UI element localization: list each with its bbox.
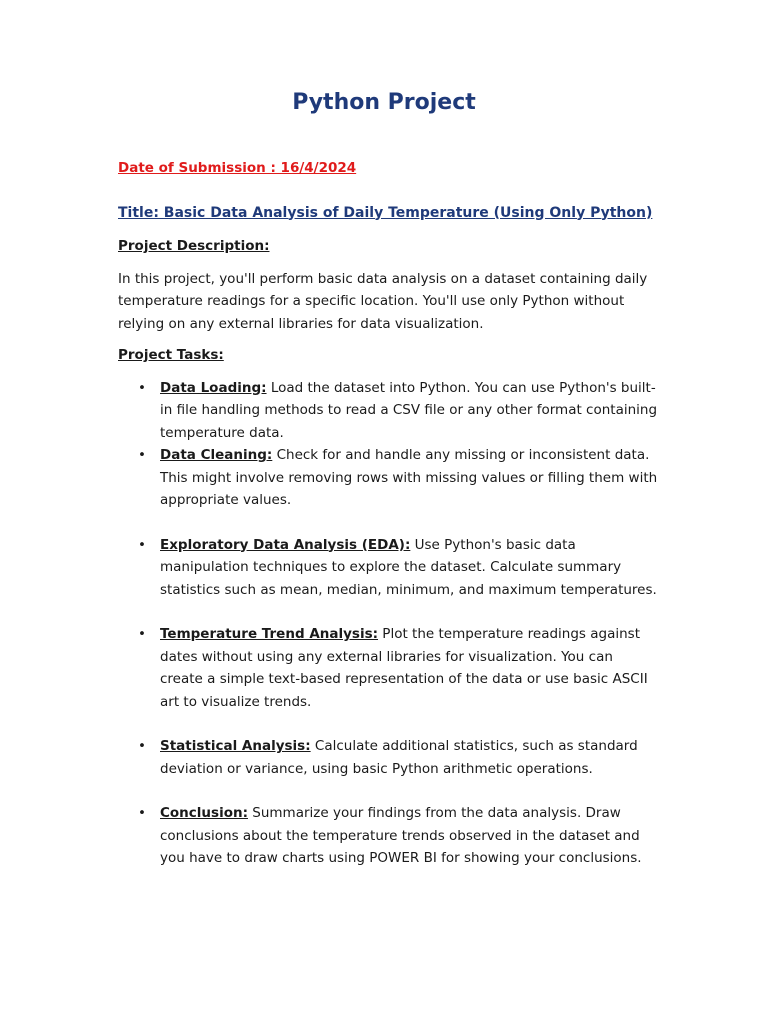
document-body: [118, 157, 658, 870]
list-item: [138, 735, 658, 780]
project-title: Title: Basic Data Analysis of Daily Temperature (Using Only Python): [118, 204, 653, 221]
task-text: Use Python's basic data manipulation techniques to explore the dataset. Calculate summary statistics such as mean, median, minimum, and maximum temperatures.: [160, 536, 657, 598]
task-label: Data Cleaning:: [160, 447, 273, 463]
document-title: Python Project: [292, 90, 476, 115]
bullet-icon: •: [138, 805, 146, 821]
list-item: [138, 377, 658, 445]
task-label: Statistical Analysis:: [160, 738, 311, 754]
task-text: Load the dataset into Python. You can use Python's built-in file handling methods to read a CSV file or any other format containing temperature data.: [160, 379, 658, 441]
task-label: Data Loading:: [160, 379, 267, 396]
list-item: [138, 623, 658, 713]
tasks-heading: Project Tasks:: [118, 347, 224, 363]
bullet-icon: •: [138, 626, 146, 642]
task-text: Plot the temperature readings against dates without using any external libraries for visualization. You can create a simple text-based representation of the data or use basic ASCII art to visualize trends.: [160, 626, 648, 710]
task-label: Temperature Trend Analysis:: [160, 626, 379, 642]
bullet-icon: •: [138, 536, 146, 553]
task-label: Exploratory Data Analysis (EDA):: [160, 536, 411, 553]
submission-date: Date of Submission : 16/4/2024: [118, 160, 357, 176]
list-item: [138, 444, 658, 512]
list-item: [138, 534, 658, 602]
task-label: Conclusion:: [160, 805, 248, 821]
bullet-icon: •: [138, 379, 146, 396]
task-list: [118, 377, 658, 870]
task-text: Check for and handle any missing or inconsistent data. This might involve removing rows with missing values or filling them with appropriate values.: [160, 447, 658, 508]
description-heading: Project Description:: [118, 238, 270, 254]
list-item: [138, 802, 658, 870]
task-text: Summarize your findings from the data analysis. Draw conclusions about the temperature trends observed in the dataset and you have to draw charts using POWER BI for showing your conclusions.: [160, 805, 642, 866]
bullet-icon: •: [138, 738, 146, 754]
bullet-icon: •: [138, 447, 146, 463]
task-text: Calculate additional statistics, such as standard deviation or variance, using basic Python arithmetic operations.: [160, 738, 638, 777]
description-text: In this project, you'll perform basic data analysis on a dataset containing daily temperature readings for a specific location. You'll use only Python without relying on any external libraries for data visualization.: [118, 270, 648, 332]
